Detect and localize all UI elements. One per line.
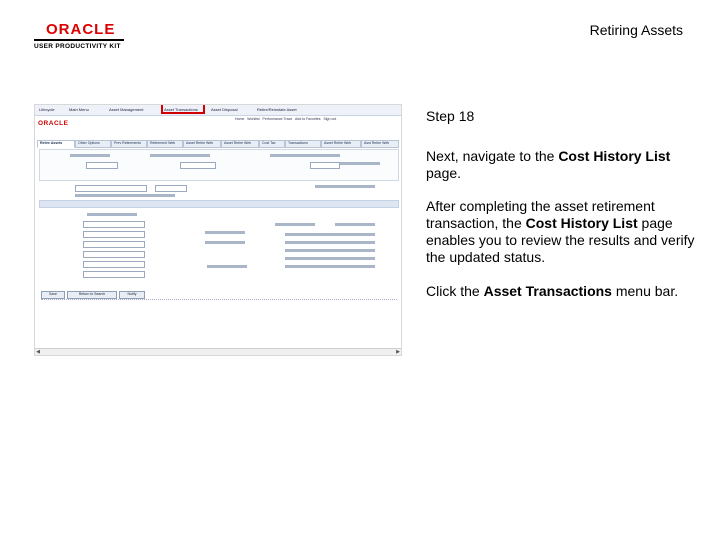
tab-cost-tax[interactable]: Cost Tax (259, 140, 285, 148)
tab-retirement-web[interactable]: Retirement Web (147, 140, 183, 148)
step-label: Step 18 (426, 108, 475, 124)
text-line (285, 233, 375, 236)
tab-transactions[interactable]: Transactions (285, 140, 321, 148)
save-button[interactable]: Save (41, 291, 65, 299)
text-line (75, 194, 175, 197)
logo-text: ORACLE (46, 21, 116, 38)
logo-subtext: USER PRODUCTIVITY KIT (34, 43, 121, 50)
tab-prev-retirements[interactable]: Prev Retirements (111, 140, 147, 148)
input-field[interactable] (86, 162, 118, 169)
text-line (285, 249, 375, 252)
text-line (70, 154, 110, 157)
text-line (87, 213, 137, 216)
text-line (315, 185, 375, 188)
text-segment: page. (426, 165, 462, 181)
input-field[interactable] (83, 231, 145, 238)
tab-retire-assets[interactable]: Retire Assets (37, 140, 75, 148)
menu-item-asset-management[interactable]: Asset Management (109, 107, 144, 112)
text-line (275, 223, 315, 226)
retirement-grid-header (39, 200, 399, 208)
input-field[interactable] (83, 241, 145, 248)
oracle-upk-logo (34, 22, 124, 50)
input-field[interactable] (310, 162, 340, 169)
scroll-left-icon[interactable]: ◀ (36, 349, 40, 355)
tab-asset-retire-web-2[interactable]: Asset Retire Web (221, 140, 259, 148)
footer-links[interactable] (41, 299, 397, 303)
scroll-right-icon[interactable]: ▶ (396, 349, 400, 355)
quantity-field[interactable] (155, 185, 187, 192)
menu-bar (35, 105, 401, 116)
input-field[interactable] (83, 261, 145, 268)
input-field[interactable] (83, 271, 145, 278)
text-line (285, 265, 375, 268)
text-line (207, 265, 247, 268)
text-segment: After completing the asset retirement transaction, the (426, 198, 655, 231)
bold-text-segment: Cost History List (558, 148, 671, 164)
input-field[interactable] (83, 251, 145, 258)
instruction-paragraph-1 (426, 148, 696, 182)
asset-header-panel (39, 149, 399, 181)
text-line (205, 241, 245, 244)
input-field[interactable] (180, 162, 216, 169)
app-logo: ORACLE (38, 120, 69, 127)
text-line (270, 154, 340, 157)
notify-button[interactable]: Notify (119, 291, 145, 299)
tab-other-options[interactable]: Other Options (75, 140, 111, 148)
text-segment: Next, navigate to the (426, 148, 559, 164)
input-field[interactable] (83, 221, 145, 228)
text-line (205, 231, 245, 234)
text-segment: Click the (426, 283, 484, 299)
retire-select[interactable] (75, 185, 147, 192)
slide-title: Retiring Assets (589, 22, 683, 38)
instruction-paragraph-3 (426, 283, 696, 300)
text-line (340, 162, 380, 165)
header-links: Home Worklist Performance Trace Add to Favorites Sign out (235, 117, 337, 121)
tab-asst-retire-web[interactable]: Asst Retire Web (361, 140, 399, 148)
menu-item-asset-disposal[interactable]: Asset Disposal (211, 107, 238, 112)
bold-text-segment: Asset Transactions (483, 283, 612, 299)
text-segment: page enables you to review the results and verify the updated status. (426, 215, 695, 265)
menu-item-main-menu[interactable]: Main Menu (69, 107, 89, 112)
page-tabs (37, 140, 399, 149)
menu-item-asset-transactions[interactable]: Asset Transactions (164, 107, 198, 112)
instruction-paragraph-2 (426, 198, 696, 266)
horizontal-scrollbar[interactable] (35, 348, 401, 355)
text-line (335, 223, 375, 226)
text-segment: menu bar. (611, 283, 679, 299)
text-line (285, 257, 375, 260)
logo-divider (34, 39, 124, 41)
button-row (41, 291, 151, 297)
asset-transactions-highlight[interactable] (161, 104, 205, 114)
menu-item-retire-reinstate[interactable]: Retire/Reinstate Asset (257, 107, 297, 112)
return-to-search-button[interactable]: Return to Search (67, 291, 117, 299)
tab-asset-retire-web-1[interactable]: Asset Retire Web (183, 140, 221, 148)
text-line (150, 154, 210, 157)
text-line (285, 241, 375, 244)
application-screenshot (34, 104, 402, 356)
menu-item-lifecycle[interactable]: Lifecycle (39, 107, 55, 112)
tab-asset-retire-web-3[interactable]: Asset Retire Web (321, 140, 361, 148)
bold-text-segment: Cost History List (525, 215, 638, 231)
